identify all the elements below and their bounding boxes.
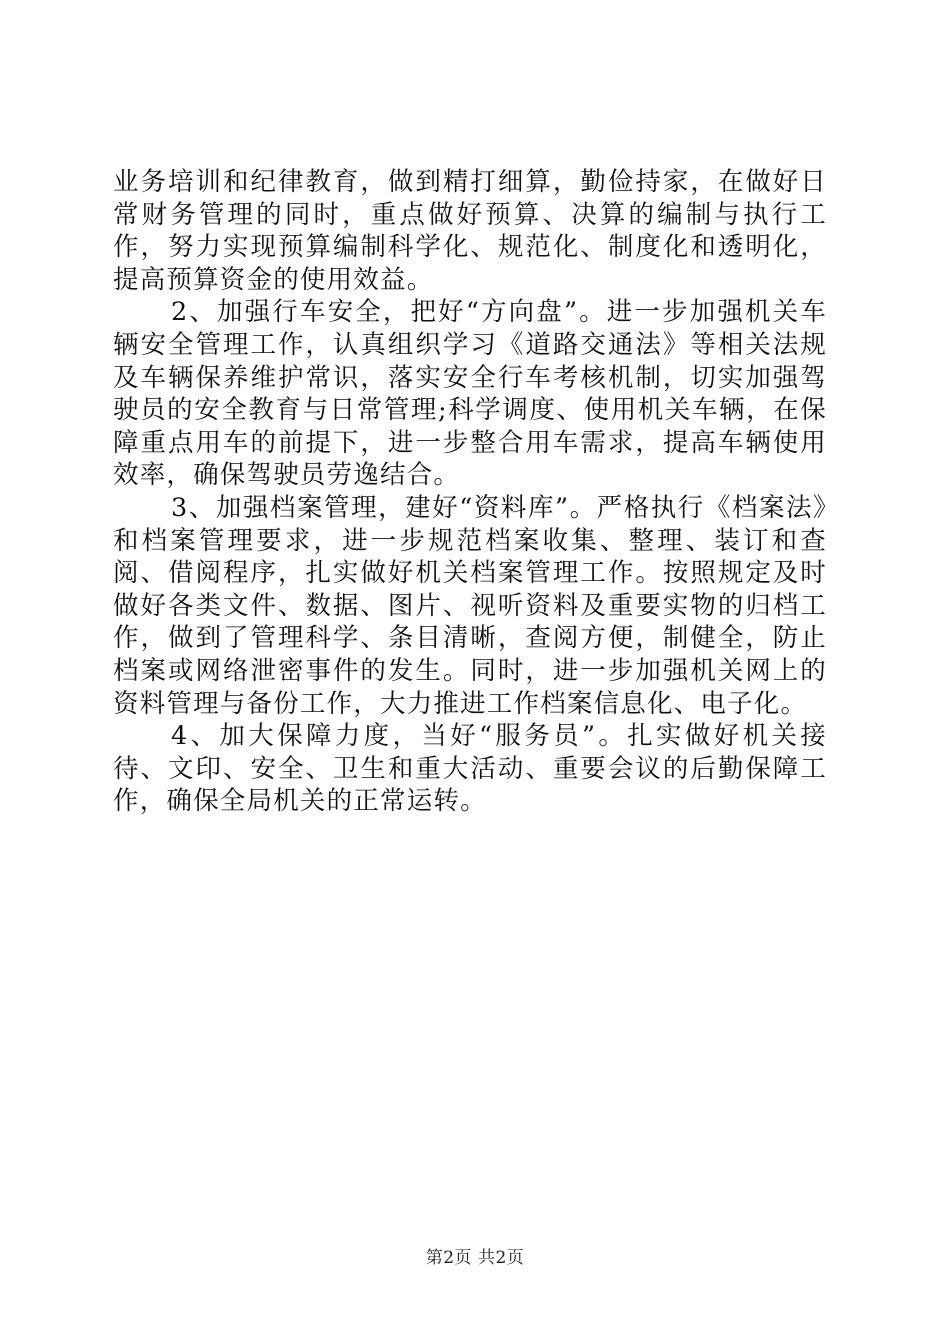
paragraph-vehicle-safety: 2、加强行车安全，把好“方向盘”。进一步加强机关车辆安全管理工作，认真组织学习《道路交通法》等相关法规及车辆保养维护常识，落实安全行车考核机制，切实加强驾驶员的安全教育与日常管理;科学调度、使用机关车辆，在保障重点用车的前提下，进一步整合用车需求，提高车辆使用效率，确保驾驶员劳逸结合。 xyxy=(113,297,827,491)
document-body xyxy=(113,166,827,818)
page-number-footer: 第2页 共2页 xyxy=(425,1248,525,1268)
paragraph-continued: 业务培训和纪律教育，做到精打细算，勤俭持家，在做好日常财务管理的同时，重点做好预算、决算的编制与执行工作，努力实现预算编制科学化、规范化、制度化和透明化，提高预算资金的使用效益。 xyxy=(113,167,827,295)
paragraph-archive-management: 3、加强档案管理，建好“资料库”。严格执行《档案法》和档案管理要求，进一步规范档案收集、整理、装订和查阅、借阅程序，扎实做好机关档案管理工作。按照规定及时做好各类文件、数据、图片、视听资料及重要实物的归档工作，做到了管理科学、条目清晰，查阅方便，制健全，防止档案或网络泄密事件的发生。同时，进一步加强机关网上的资料管理与备份工作，大力推进工作档案信息化、电子化。 xyxy=(113,492,827,719)
paragraph-service-support: 4、加大保障力度，当好“服务员”。扎实做好机关接待、文印、安全、卫生和重大活动、重要会议的后勤保障工作，确保全局机关的正常运转。 xyxy=(113,721,827,817)
